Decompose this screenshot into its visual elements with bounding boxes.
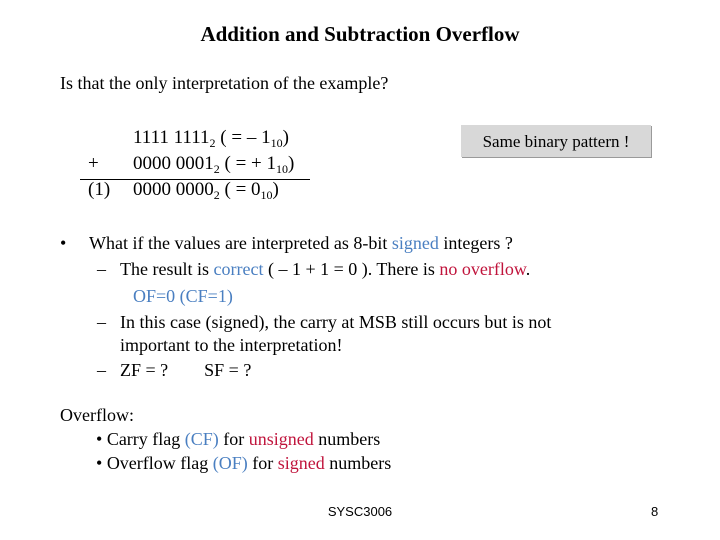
bullet-dot: • [60, 233, 67, 253]
overflow-heading: Overflow: [60, 405, 134, 425]
example-op: + [88, 153, 99, 174]
example-row: 0000 $0000_2$ ( = $0_{10}$) [133, 179, 279, 202]
sub-bullet-result: The result is correct ( – 1 + 1 = 0 ). There is no overflow. [120, 259, 531, 279]
footer-course: SYSC3006 [327, 504, 393, 519]
overflow-item-cf: • Carry flag (CF) for unsigned numbers [96, 429, 381, 449]
sub-bullet-dash: – [97, 259, 106, 279]
bullet-main: What if the values are interpreted as 8-bit signed integers ? [89, 233, 513, 253]
same-pattern-note: Same binary pattern ! [461, 125, 651, 157]
sub-bullet-dash: – [97, 360, 106, 380]
sub-bullet-dash: – [97, 312, 106, 332]
sub-bullet-carry: In this case (signed), the carry at MSB still occurs but is not [120, 312, 552, 332]
sub-bullet-carry-cont: important to the interpretation! [120, 335, 343, 355]
overflow-item-of: • Overflow flag (OF) for signed numbers [96, 453, 392, 473]
slide-subtitle: Is that the only interpretation of the example? [60, 73, 389, 93]
flag-result: OF=0 (CF=1) [133, 286, 233, 306]
slide-title: Addition and Subtraction Overflow [200, 22, 520, 46]
example-row: 0000 $0001_2$ ( = + $1_{10}$) [133, 153, 295, 176]
example-row: 1111 $1111_2$ ( = – $1_{10}$) [133, 127, 289, 150]
sub-bullet-flags: ZF = ? SF = ? [120, 360, 252, 380]
page-number: 8 [651, 504, 659, 519]
example-op: (1) [88, 179, 111, 200]
